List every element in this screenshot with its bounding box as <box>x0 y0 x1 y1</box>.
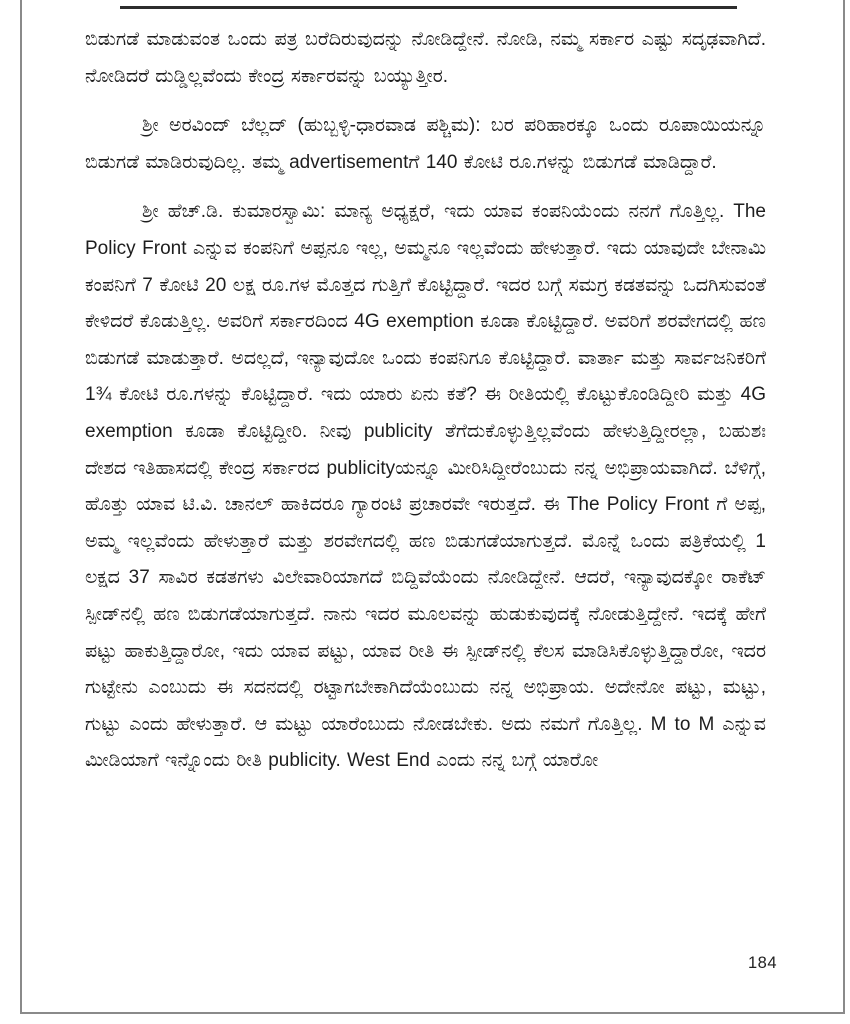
heading-underline <box>120 6 737 9</box>
paragraph-continuation: ಬಿಡುಗಡೆ ಮಾಡುವಂತ ಒಂದು ಪತ್ರ ಬರೆದಿರುವುದನ್ನು ನೋಡಿದ್ದೇನೆ. ನೋಡಿ, ನಮ್ಮ ಸರ್ಕಾರ ಎಷ್ಟು ಸದೃಢವಾಗಿದೆ. ನೋಡಿದರೆ ದುಡ್ಡಿಲ್ಲವೆಂದು ಕೇಂದ್ರ ಸರ್ಕಾರವನ್ನು ಬಯ್ಯುತ್ತೀರ. <box>85 29 766 87</box>
speaker-name: ಶ್ರೀ ಹೆಚ್.ಡಿ. ಕುಮಾರಸ್ವಾಮಿ: <box>142 201 326 223</box>
speech-text: ಬರ ಪರಿಹಾರಕ್ಕೂ ಒಂದು ರೂಪಾಯಿಯನ್ನೂ ಬಿಡುಗಡೆ ಮಾಡಿರುವುದಿಲ್ಲ. ತಮ್ಮ advertisementಗೆ 140 ಕೋಟಿ ರೂ.ಗಳನ್ನು ಬಿಡುಗಡೆ ಮಾಡಿದ್ದಾರೆ. <box>85 115 766 173</box>
transcript-text <box>85 22 766 793</box>
speech-arvind-bellad <box>85 108 766 181</box>
speaker-name: ಶ್ರೀ ಅರವಿಂದ್ ಬೆಲ್ಲದ್ (ಹುಬ್ಬಳ್ಳಿ-ಧಾರವಾಡ ಪಶ್ಚಿಮ): <box>142 115 481 137</box>
speech-text: ಮಾನ್ಯ ಅಧ್ಯಕ್ಷರೆ, ಇದು ಯಾವ ಕಂಪನಿಯೆಂದು ನನಗೆ ಗೊತ್ತಿಲ್ಲ. The Policy Front ಎನ್ನುವ ಕಂಪನಿಗೆ ಅಪ್ಪನೂ ಇಲ್ಲ, ಅಮ್ಮನೂ ಇಲ್ಲವೆಂದು ಹೇಳುತ್ತಾರೆ. ಇದು ಯಾವುದೇ ಬೇನಾಮಿ ಕಂಪನಿಗೆ 7 ಕೋಟಿ 20 ಲಕ್ಷ ರೂ.ಗಳ ಮೊತ್ತದ ಗುತ್ತಿಗೆ ಕೊಟ್ಟಿದ್ದಾರೆ. ಇದರ ಬಗ್ಗೆ ಸಮಗ್ರ ಕಡತವನ್ನು ಒದಗಿಸುವಂತೆ ಕೇಳಿದರೆ ಕೊಡುತ್ತಿಲ್ಲ. ಅವರಿಗೆ ಸರ್ಕಾರದಿಂದ 4G exemption ಕೂಡಾ ಕೊಟ್ಟಿದ್ದಾರೆ. ಅವರಿಗೆ ಶರವೇಗದಲ್ಲಿ ಹಣ ಬಿಡುಗಡೆ ಮಾಡುತ್ತಾರೆ. ಅದಲ್ಲದೆ, ಇನ್ಯಾವುದೋ ಒಂದು ಕಂಪನಿಗೂ ಕೊಟ್ಟಿದ್ದಾರೆ. ವಾರ್ತಾ ಮತ್ತು ಸಾರ್ವಜನಿಕರಿಗೆ 1¾ ಕೋಟಿ ರೂ.ಗಳನ್ನು ಕೊಟ್ಟಿದ್ದಾರೆ. ಇದು ಯಾರು ಏನು ಕತೆ? ಈ ರೀತಿಯಲ್ಲಿ ಕೊಟ್ಟುಕೊಂಡಿದ್ದೀರಿ ಮತ್ತು 4G exemption ಕೂಡಾ ಕೊಟ್ಟಿದ್ದೀರಿ. ನೀವು publicity ತೆಗೆದುಕೊಳ್ಳುತ್ತಿಲ್ಲವೆಂದು ಹೇಳುತ್ತಿದ್ದೀರಲ್ಲಾ, ಬಹುಶಃ ದೇಶದ ಇತಿಹಾಸದಲ್ಲಿ ಕೇಂದ್ರ ಸರ್ಕಾರದ publicityಯನ್ನೂ ಮೀರಿಸಿದ್ದೀರೆಂಬುದು ನನ್ನ ಅಭಿಪ್ರಾಯವಾಗಿದೆ. ಬೆಳಿಗ್ಗೆ, ಹೊತ್ತು ಯಾವ ಟಿ.ವಿ. ಚಾನಲ್ ಹಾಕಿದರೂ ಗ್ಯಾರಂಟಿ ಪ್ರಚಾರವೇ ಇರುತ್ತದೆ. ಈ The Policy Front ಗೆ ಅಪ್ಪ, ಅಮ್ಮ ಇಲ್ಲವೆಂದು ಹೇಳುತ್ತಾರೆ ಮತ್ತು ಶರವೇಗದಲ್ಲಿ ಹಣ ಬಿಡುಗಡೆಯಾಗುತ್ತದೆ. ಮೊನ್ನೆ ಒಂದು ಪತ್ರಿಕೆಯಲ್ಲಿ 1 ಲಕ್ಷದ 37 ಸಾವಿರ ಕಡತಗಳು ವಿಲೇವಾರಿಯಾಗದೆ ಬಿದ್ದಿವೆಯೆಂದು ನೋಡಿದ್ದೇನೆ. ಆದರೆ, ಇನ್ಯಾವುದಕ್ಕೋ ರಾಕೆಟ್ ಸ್ಪೀಡ್‌ನಲ್ಲಿ ಹಣ ಬಿಡುಗಡೆಯಾಗುತ್ತದೆ. ನಾನು ಇದರ ಮೂಲವನ್ನು ಹುಡುಕುವುದಕ್ಕೆ ನೋಡುತ್ತಿದ್ದೇನೆ. ಇದಕ್ಕೆ ಹೇಗೆ ಪಟ್ಟು ಹಾಕುತ್ತಿದ್ದಾರೋ, ಇದು ಯಾವ ಪಟ್ಟು, ಯಾವ ರೀತಿ ಈ ಸ್ಪೀಡ್‌ನಲ್ಲಿ ಕೆಲಸ ಮಾಡಿಸಿಕೊಳ್ಳುತ್ತಿದ್ದಾರೋ, ಇದರ ಗುಟ್ಟೇನು ಎಂಬುದು ಈ ಸದನದಲ್ಲಿ ರಟ್ಟಾಗಬೇಕಾಗಿದೆಯೆಂಬುದು ನನ್ನ ಅಭಿಪ್ರಾಯ. ಅದೇನೋ ಪಟ್ಟು, ಮಟ್ಟು, ಗುಟ್ಟು ಎಂದು ಹೇಳುತ್ತಾರೆ. ಆ ಮಟ್ಟು ಯಾರೆಂಬುದು ನೋಡಬೇಕು. ಅದು ನಮಗೆ ಗೊತ್ತಿಲ್ಲ. M to M ಎನ್ನುವ ಮೀಡಿಯಾಗೆ ಇನ್ನೊಂದು ರೀತಿ publicity. West End ಎಂದು ನನ್ನ ಬಗ್ಗೆ ಯಾರೋ <box>85 201 766 772</box>
page-number: 184 <box>748 954 778 972</box>
speech-hd-kumaraswamy <box>85 194 766 780</box>
